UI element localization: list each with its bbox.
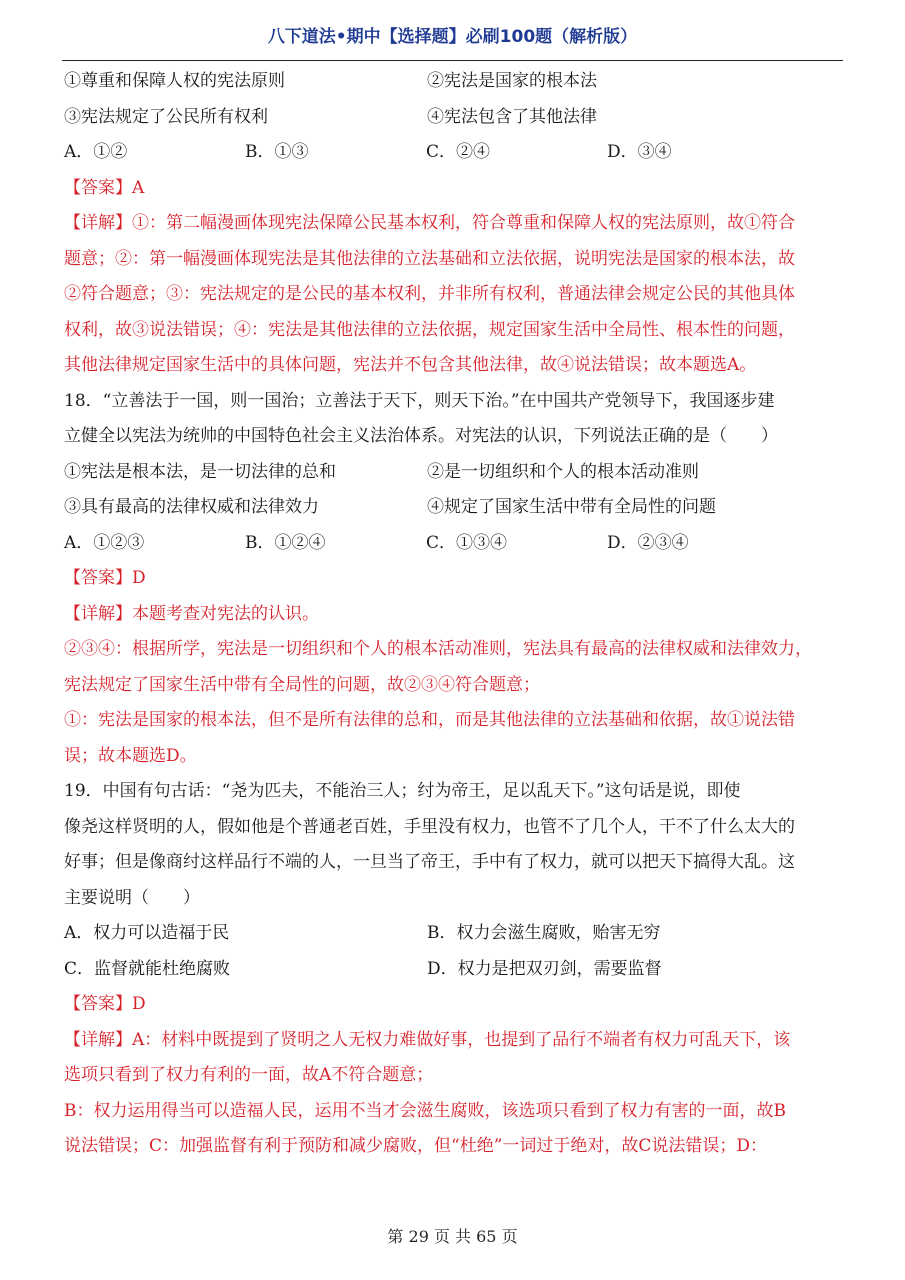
- q19-stem-line: 像尧这样贤明的人，假如他是个普通老百姓，手里没有权力，也管不了几个人，干不了什么太大的: [64, 816, 795, 837]
- q19-stem-line: 19．中国有句古话：“尧为匹夫，不能治三人；纣为帝王，足以乱天下。”这句话是说，即使: [64, 781, 741, 801]
- q18-stem-line: 立健全以宪法为统帅的中国特色社会主义法治体系。对宪法的认识，下列说法正确的是（ ）: [64, 426, 778, 446]
- q18-statement-1: ①宪法是根本法，是一切法律的总和: [64, 461, 336, 482]
- q19-option-c: C．监督就能杜绝腐败: [64, 958, 231, 979]
- page-number: 第 29 页 共 65 页: [387, 1227, 518, 1246]
- q17-option-c: C．②④: [426, 142, 491, 162]
- q17-option-b: B．①③: [245, 142, 309, 162]
- q19-detail-line: 【详解】A：材料中既提到了贤明之人无权力难做好事，也提到了品行不端者有权力可乱天下，该: [64, 1029, 791, 1050]
- q17-answer: [64, 171, 842, 207]
- answer-label: 【答案】: [64, 177, 132, 198]
- header-title: 八下道法•期中【选择题】必刷100题（解析版）: [267, 27, 638, 47]
- q17-statement-1: ①尊重和保障人权的宪法原则: [64, 71, 285, 91]
- answer-value: D: [132, 568, 146, 588]
- q17-options: [64, 135, 842, 171]
- q18-statement-4: ④规定了国家生活中带有全局性的问题: [427, 497, 716, 517]
- q17-detail-line: 题意；②：第一幅漫画体现宪法是其他法律的立法基础和立法依据，说明宪法是国家的根本法，故: [64, 248, 795, 269]
- q17-statement-2: ②宪法是国家的根本法: [427, 71, 597, 91]
- q19-detail-line: 选项只看到了权力有利的一面，故A不符合题意；: [64, 1065, 434, 1085]
- q17-statement-4: ④宪法包含了其他法律: [427, 106, 597, 127]
- q18-statements-row-2: [64, 490, 842, 526]
- q19-options-row-1: [64, 916, 842, 952]
- q19-detail-line: 说法错误；C：加强监督有利于预防和减少腐败，但“杜绝”一词过于绝对，故C说法错误；D：: [64, 1136, 768, 1156]
- q19-answer: [64, 987, 842, 1023]
- q17-statement-3: ③宪法规定了公民所有权利: [64, 106, 268, 127]
- q17-detail-line: 【详解】①：第二幅漫画体现宪法保障公民基本权利，符合尊重和保障人权的宪法原则，故①符合: [64, 213, 795, 233]
- q17-statements-row-1: [64, 64, 842, 100]
- q18-stem-line: 18．“立善法于一国，则一国治；立善法于天下，则天下治。”在中国共产党领导下，我国逐步建: [64, 390, 775, 411]
- q17-statements-row-2: [64, 100, 842, 136]
- q18-option-d: D．②③④: [607, 532, 689, 553]
- q18-options: [64, 526, 842, 562]
- q19-stem-line: 好事；但是像商纣这样品行不端的人，一旦当了帝王，手中有了权力，就可以把天下搞得大乱。这: [64, 852, 795, 872]
- q18-detail-line: ②③④：根据所学，宪法是一切组织和个人的根本活动准则，宪法具有最高的法律权威和法律效力，: [64, 639, 812, 659]
- q18-statements-row-1: [64, 455, 842, 491]
- q18-statement-2: ②是一切组织和个人的根本活动准则: [427, 461, 699, 482]
- q18-option-a: A．①②③: [64, 532, 145, 553]
- document-body: [64, 64, 842, 1165]
- q17-option-d: D．③④: [607, 142, 672, 162]
- q19-option-d: D．权力是把双刃剑，需要监督: [427, 958, 662, 979]
- q18-option-b: B．①②④: [245, 532, 326, 553]
- answer-label: 【答案】: [64, 994, 132, 1014]
- page-header: [62, 22, 843, 61]
- q17-detail-line: ②符合题意；③：宪法规定的是公民的基本权利，并非所有权利，普通法律会规定公民的其他具体: [64, 284, 795, 304]
- answer-value: A: [132, 177, 145, 198]
- q19-option-a: A．权力可以造福于民: [64, 923, 230, 943]
- q18-statement-3: ③具有最高的法律权威和法律效力: [64, 497, 319, 517]
- q18-answer: [64, 561, 842, 597]
- q18-option-c: C．①③④: [426, 532, 508, 553]
- q19-options-row-2: [64, 952, 842, 988]
- q17-detail-line: 其他法律规定国家生活中的具体问题，宪法并不包含其他法律，故④说法错误；故本题选A。: [64, 355, 757, 375]
- answer-value: D: [132, 994, 146, 1014]
- q19-option-b: B．权力会滋生腐败，贻害无穷: [427, 923, 661, 943]
- answer-label: 【答案】: [64, 568, 132, 588]
- q17-option-a: A．①②: [64, 142, 128, 162]
- q18-detail-line: ①：宪法是国家的根本法，但不是所有法律的总和，而是其他法律的立法基础和依据，故①说法错: [64, 710, 795, 730]
- q19-stem-line: 主要说明（ ）: [64, 887, 200, 908]
- q17-detail-line: 权利，故③说法错误；④：宪法是其他法律的立法依据，规定国家生活中全局性、根本性的问题，: [64, 319, 795, 340]
- q18-detail-line: 误；故本题选D。: [64, 745, 197, 766]
- q19-detail-line: B：权力运用得当可以造福人民，运用不当才会滋生腐败，该选项只看到了权力有害的一面，故B: [64, 1100, 786, 1121]
- q18-detail-line: 宪法规定了国家生活中带有全局性的问题，故②③④符合题意；: [64, 674, 540, 695]
- q18-detail-line: 【详解】本题考查对宪法的认识。: [64, 603, 319, 624]
